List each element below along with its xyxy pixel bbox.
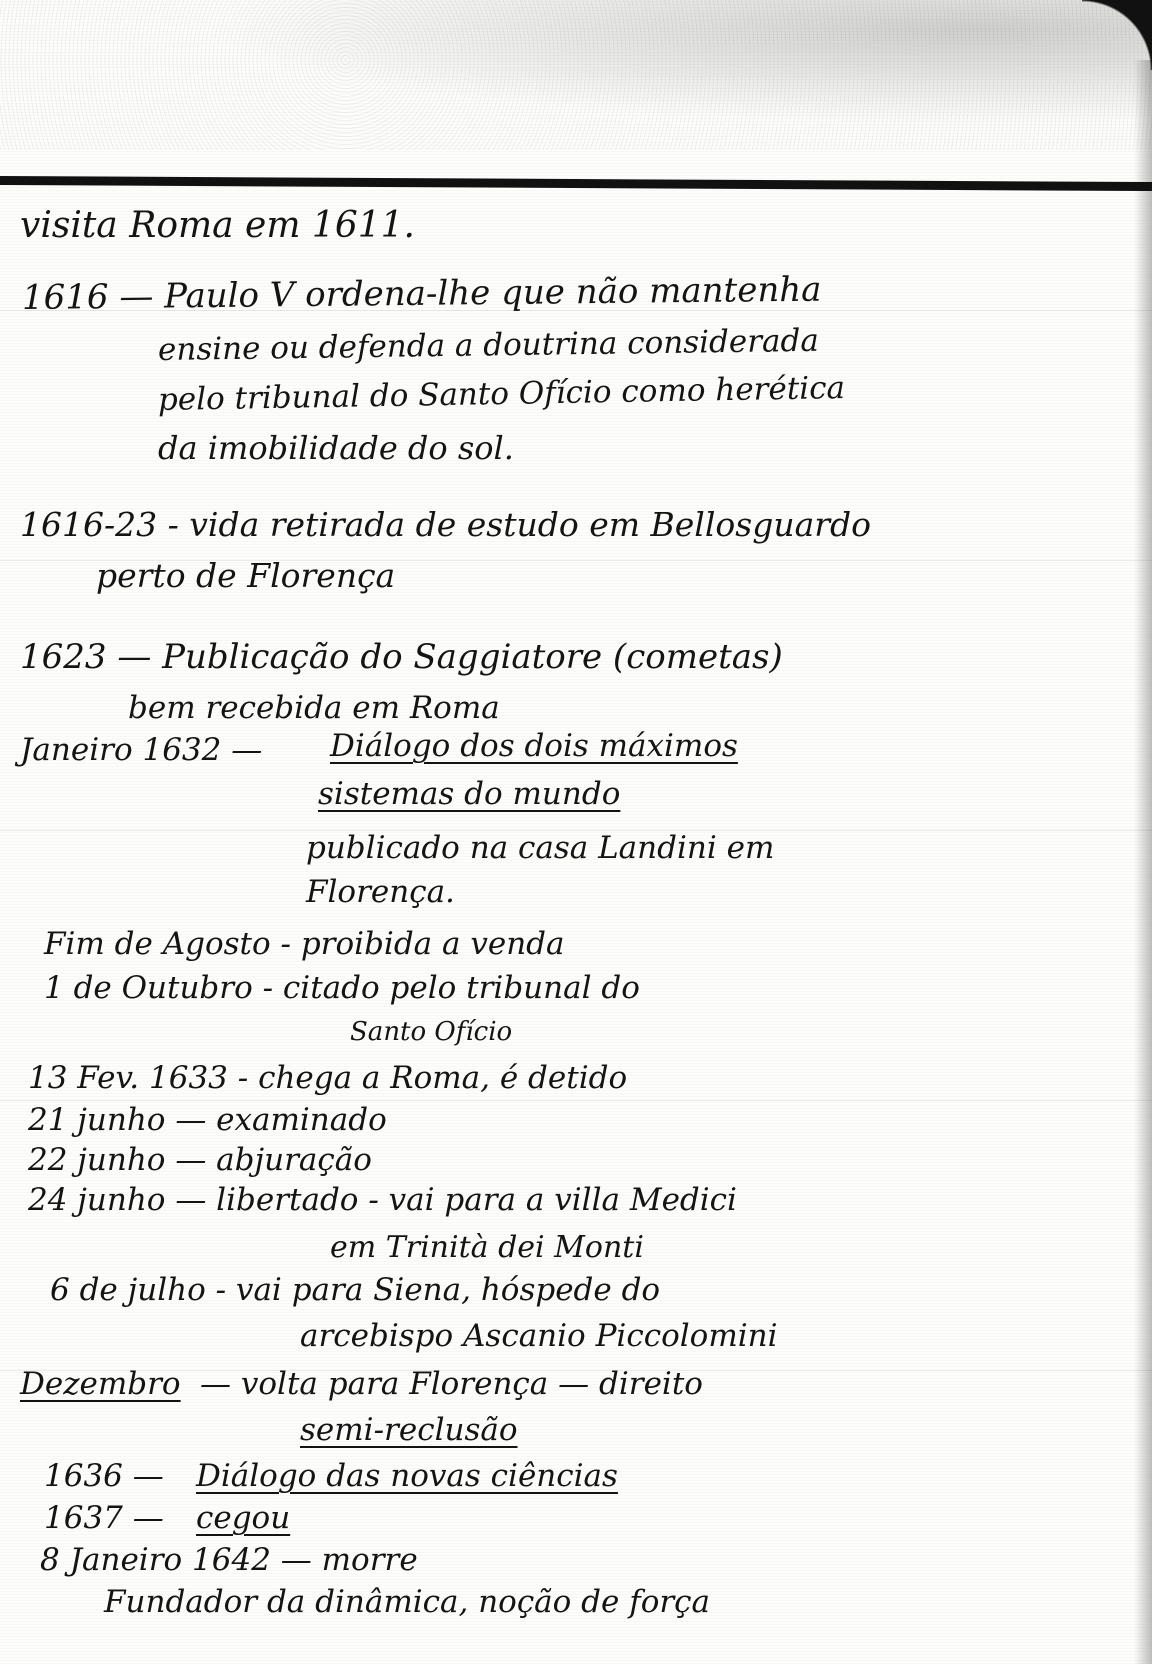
page-right-edge-shadow — [1134, 60, 1152, 1664]
note-line: 1616-23 - vida retirada de estudo em Bellosguardo — [20, 505, 872, 544]
note-line: 6 de julho - vai para Siena, hóspede do — [50, 1272, 661, 1308]
header-rule — [0, 176, 1152, 191]
note-title-underlined: Diálogo das novas ciências — [196, 1458, 618, 1494]
note-line: 13 Fev. 1633 - chega a Roma, é detido — [28, 1060, 628, 1096]
note-title-underlined: Diálogo dos dois máximos — [330, 728, 738, 764]
note-line: Fim de Agosto - proibida a venda — [44, 926, 565, 962]
note-line-underlined: cegou — [196, 1500, 291, 1536]
note-line: pelo tribunal do Santo Ofício como herética — [157, 370, 846, 418]
note-line: 1637 — — [44, 1500, 164, 1536]
note-line: da imobilidade do sol. — [158, 429, 514, 467]
note-line: arcebispo Ascanio Piccolomini — [300, 1318, 778, 1354]
note-title-underlined: sistemas do mundo — [318, 776, 621, 812]
note-line: 22 junho — abjuração — [28, 1142, 372, 1178]
note-line: Janeiro 1632 — — [20, 732, 263, 768]
note-line: bem recebida em Roma — [128, 690, 500, 726]
note-line: em Trinità dei Monti — [330, 1230, 644, 1265]
note-line: 8 Janeiro 1642 — morre — [40, 1542, 418, 1578]
note-line: 21 junho — examinado — [28, 1102, 387, 1138]
note-line: Santo Ofício — [350, 1017, 513, 1047]
note-line: Florença. — [306, 874, 455, 910]
note-line: Fundador da dinâmica, noção de força — [104, 1584, 711, 1620]
page-top-smudge — [0, 0, 1152, 150]
note-line: 1623 — Publicação do Saggiatore (cometas) — [20, 637, 783, 677]
note-line: ensine ou defenda a doutrina considerada — [157, 322, 820, 368]
note-line: visita Roma em 1611. — [20, 205, 415, 246]
note-line-underlined: Dezembro — [20, 1366, 181, 1402]
note-line: publicado na casa Landini em — [306, 830, 775, 866]
note-line: — volta para Florença — direito — [200, 1366, 703, 1402]
note-line: perto de Florença — [96, 556, 396, 595]
note-line: 1636 — — [44, 1458, 164, 1494]
note-line: 1616 — Paulo V ordena-lhe que não mantenha — [21, 269, 822, 318]
note-line: 1 de Outubro - citado pelo tribunal do — [44, 970, 640, 1006]
note-line-underlined: semi-reclusão — [300, 1412, 518, 1448]
note-line: 24 junho — libertado - vai para a villa Medici — [28, 1182, 737, 1218]
